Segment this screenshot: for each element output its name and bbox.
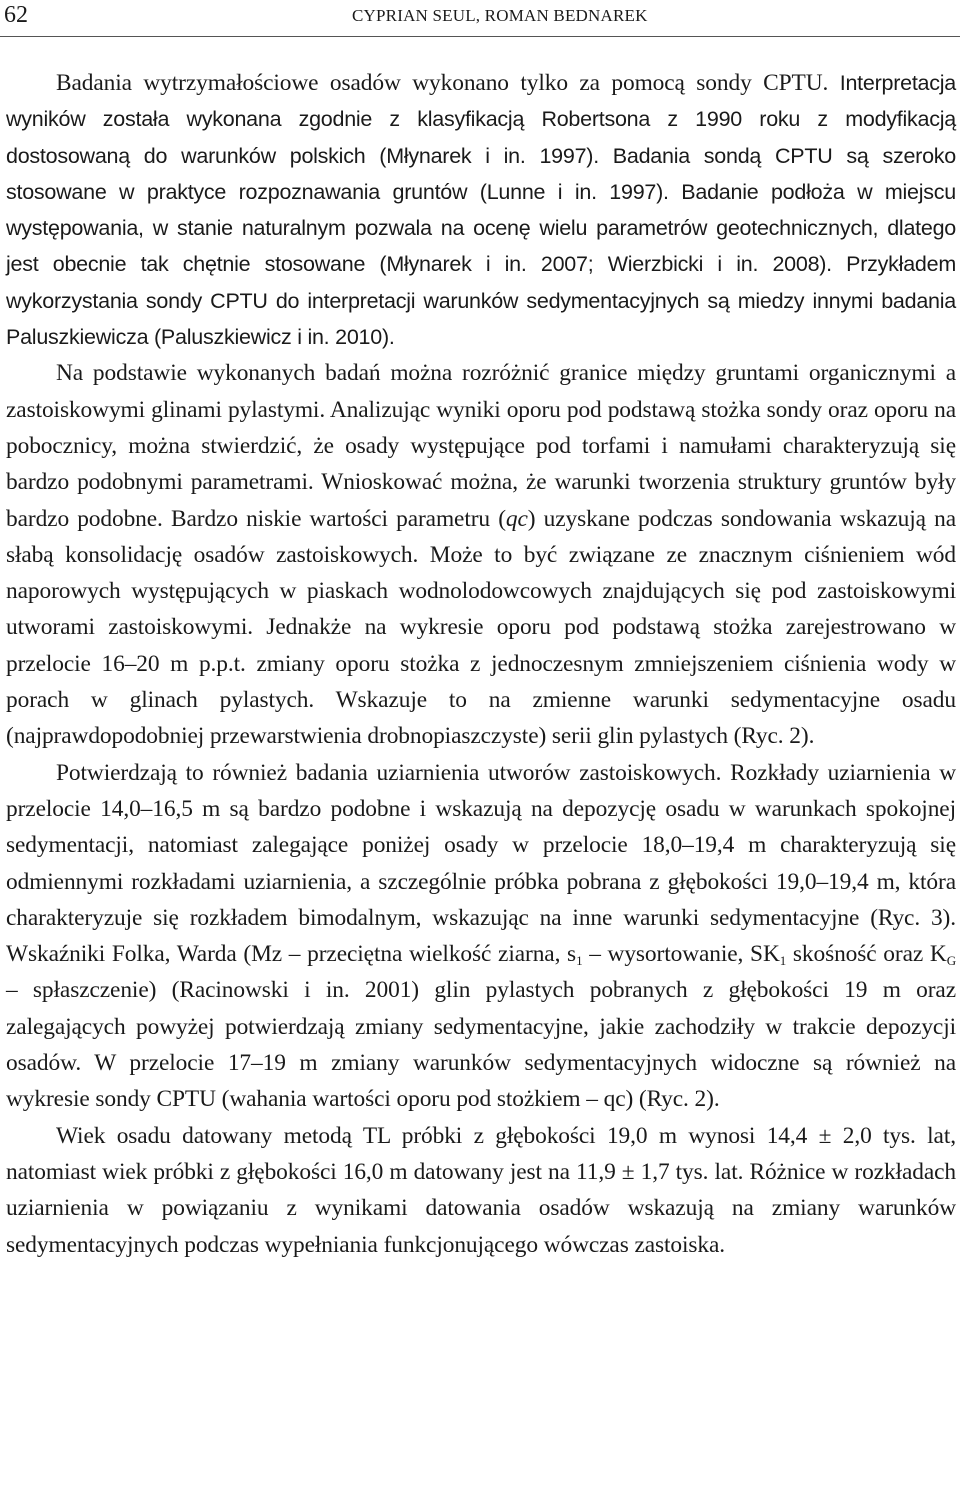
paragraph-4-text: Wiek osadu datowany metodą TL próbki z głębokości 19,0 m wynosi 14,4 ± 2,0 tys. lat, natomiast wiek próbki z głębokości 16,0 m datowany jest na 11,9 ± 1,7 tys. lat. Różnice w rozkładach uziarnienia w powiązaniu z wynikami datowania osadów wskazują na zmiany warunków sedymentacyjnych podczas wypełniania funkcjonującego wówczas zastoiska. bbox=[6, 1122, 956, 1258]
article-body bbox=[6, 65, 956, 1263]
paragraph-2 bbox=[6, 355, 956, 754]
paragraph-1-text-a: Badania wytrzymałościowe osadów wykonano tylko za pomocą sondy CPTU. bbox=[56, 70, 840, 96]
paragraph-1-text-b: Interpretacja wyników została wykonana zgodnie z klasyfikacją Robertsona z 1990 roku z modyfikacją dostosowaną do warunków polskich (Młynarek i in. 1997). Badania sondą CPTU są szeroko stosowane w praktyce rozpoznawania gruntów (Lunne i in. 1997). Badanie podłoża w miejscu występowania, w stanie naturalnym pozwala na ocenę wielu parametrów geotechnicznych, dlatego jest obecnie tak chętnie stosowane (Młynarek i in. 2007; Wierzbicki i in. 2008). Przykładem wykorzystania sondy CPTU do interpretacji warunków sedymentacyjnych są miedzy innymi badania Paluszkiewicza (Paluszkiewicz i in. 2010). bbox=[6, 71, 956, 350]
paragraph-3-text-c: skośność oraz K bbox=[786, 941, 947, 968]
header-rule bbox=[0, 36, 960, 37]
paragraph-4 bbox=[6, 1118, 956, 1263]
paragraph-1 bbox=[6, 65, 956, 355]
subscript-kg: G bbox=[946, 953, 956, 969]
paragraph-3-text-b: – wysortowanie, SK bbox=[582, 941, 780, 968]
paragraph-3 bbox=[6, 755, 956, 1118]
running-head: CYPRIAN SEUL, ROMAN BEDNAREK bbox=[352, 6, 648, 25]
paragraph-2-text-a: Na podstawie wykonanych badań można rozróżnić granice między gruntami organicznymi a zastoiskowymi glinami pylastymi. Analizując wyniki oporu pod podstawą stożka sondy oraz oporu na pobocznicy, można stwierdzić, że osady występujące pod torfami i namułami charakteryzują się bardzo podobnymi parametrami. Wnioskować można, że warunki tworzenia struktury gruntów były bardzo podobne. Bardzo niskie wartości parametru ( bbox=[6, 360, 956, 532]
page-header bbox=[0, 0, 960, 32]
paragraph-2-text-b: ) uzyskane podczas sondowania wskazują na słabą konsolidację osadów zastoiskowych. Może to być związane ze znacznym ciśnieniem wód naporowych występujących w piaskach wodnolodowcowych znajdujących się pod zastoiskowymi utworami zastoiskowymi. Jednakże na wykresie oporu pod podstawą stożka zarejestrowano w przelocie 16–20 m p.p.t. zmiany oporu stożka z jednoczesnym zmniejszeniem ciśnienia wody w porach w glinach pylastych. Wskazuje to na zmienne warunki sedymentacyjne osadu (najprawdopodobniej przewarstwienia drobnopiaszczyste) serii glin pylastych (Ryc. 2). bbox=[6, 505, 956, 750]
page-number: 62 bbox=[4, 2, 28, 28]
paragraph-3-text-d: – spłaszczenie) (Racinowski i in. 2001) glin pylastych pobranych z głębokości 19 m oraz zalegających powyżej potwierdzają zmiany sedymentacyjne, jakie zachodziły w trakcie depozycji osadów. W przelocie 17–19 m zmiany warunków sedymentacyjnych widoczne są również na wykresie sondy CPTU (wahania wartości oporu pod stożkiem – qc) (Ryc. 2). bbox=[6, 977, 956, 1113]
qc-parameter: qc bbox=[505, 505, 528, 532]
subscript-sk1: 1 bbox=[779, 953, 787, 969]
subscript-s1: 1 bbox=[576, 953, 583, 969]
paragraph-3-text-a: Potwierdzają to również badania uziarnienia utworów zastoiskowych. Rozkłady uziarnienia w przelocie 14,0–16,5 m są bardzo podobne i wskazują na depozycję osadu w warunkach spokojnej sedymentacji, natomiast zalegające poniżej osady w przelocie 18,0–19,4 m charakteryzują się odmiennymi rozkładami uziarnienia, a szczególnie próbka pobrana z głębokości 19,0–19,4 m, która charakteryzuje się rozkładem bimodalnym, wskazując na inne warunki sedymentacyjne (Ryc. 3). Wskaźniki Folka, Warda (Mz – przeciętna wielkość ziarna, s bbox=[6, 759, 956, 968]
